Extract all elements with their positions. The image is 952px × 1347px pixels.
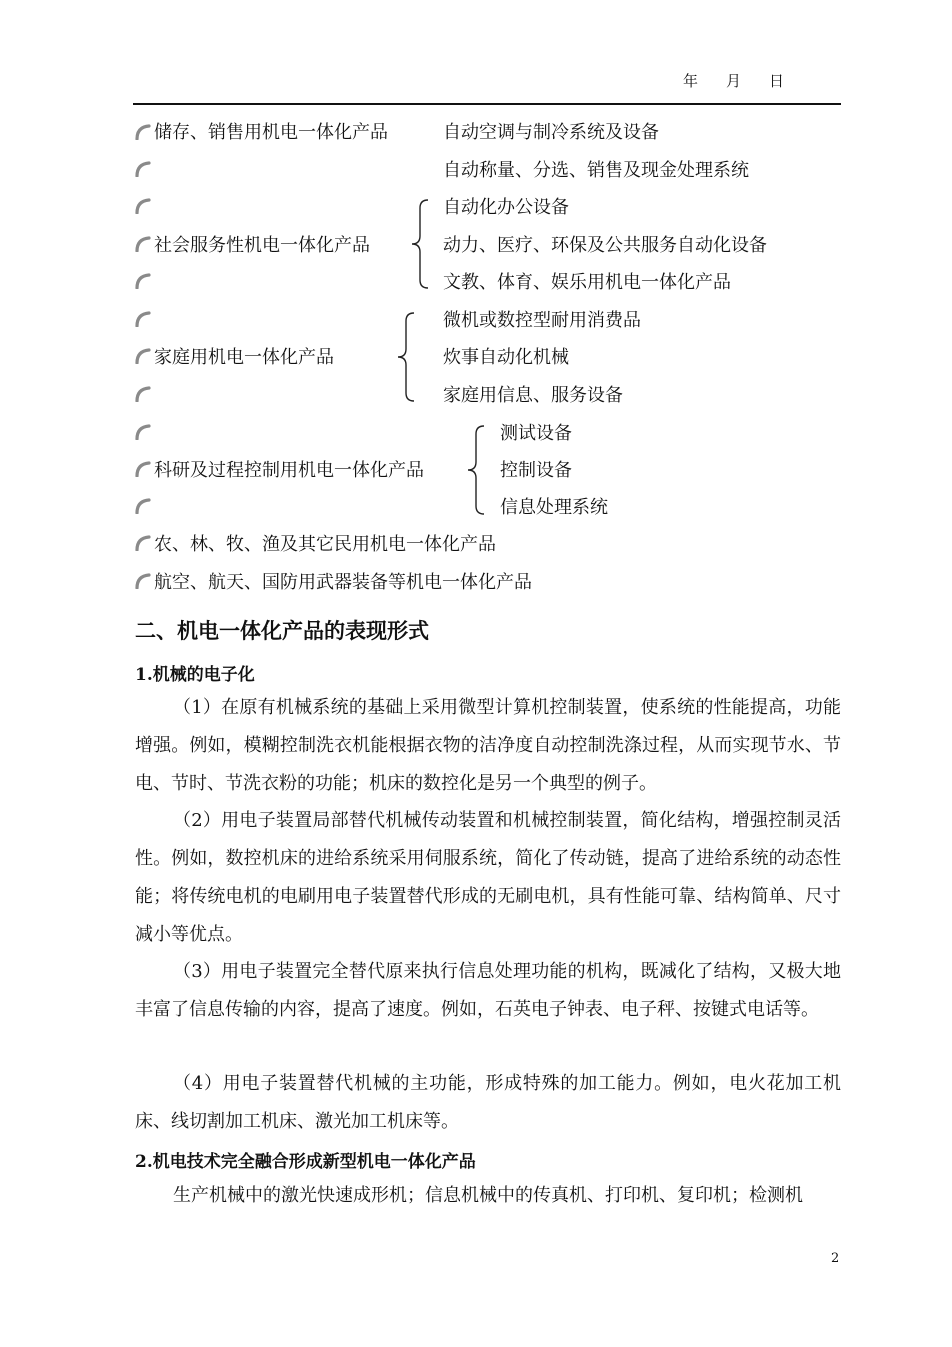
brace-icon: [464, 424, 490, 516]
tree-label-social: 社会服务性机电一体化产品: [154, 235, 370, 256]
section-title: 二、机电一体化产品的表现形式: [135, 618, 429, 643]
bullet-icon: [135, 498, 151, 514]
bullet-icon: [135, 424, 151, 440]
tree-item: 动力、医疗、环保及公共服务自动化设备: [443, 235, 767, 256]
tree-label-storage: 储存、销售用机电一体化产品: [154, 122, 388, 143]
header-rule: [133, 103, 841, 105]
tree-item: 微机或数控型耐用消费品: [443, 310, 641, 331]
tree-item: 自动称量、分选、销售及现金处理系统: [443, 160, 749, 181]
tree-item: 控制设备: [500, 460, 572, 481]
bullet-icon: [135, 386, 151, 402]
bullet-icon: [135, 161, 151, 177]
bullet-icon: [135, 348, 151, 364]
tree-item: 测试设备: [500, 423, 572, 444]
subsection-title: 1.机械的电子化: [135, 665, 255, 685]
header-year: 年: [683, 72, 701, 90]
tree-item: 炊事自动化机械: [443, 347, 569, 368]
tree-item: 家庭用信息、服务设备: [443, 385, 623, 406]
bullet-icon: [135, 236, 151, 252]
paragraph: （1）在原有机械系统的基础上采用微型计算机控制装置，使系统的性能提高，功能增强。例如，模糊控制洗衣机能根据衣物的洁净度自动控制洗涤过程，从而实现节水、节电、节时、节洗衣粉的功能；机床的数控化是另一个典型的例子。: [135, 697, 841, 794]
paragraph: （3）用电子装置完全替代原来执行信息处理功能的机构，既减化了结构，又极大地丰富了信息传输的内容，提高了速度。例如，石英电子钟表、电子秤、按键式电话等。: [135, 961, 841, 1020]
brace-icon: [408, 198, 434, 290]
bullet-icon: [135, 273, 151, 289]
tree-label-aero: 航空、航天、国防用武器装备等机电一体化产品: [154, 572, 532, 593]
tree-item: 文教、体育、娱乐用机电一体化产品: [443, 272, 731, 293]
header-date: [683, 70, 812, 91]
bullet-icon: [135, 198, 151, 214]
page-number: 2: [831, 1251, 840, 1266]
paragraph: 生产机械中的激光快速成形机；信息机械中的传真机、打印机、复印机；检测机: [173, 1185, 803, 1206]
bullet-icon: [135, 535, 151, 551]
header-month: 月: [726, 72, 744, 90]
tree-label-research: 科研及过程控制用机电一体化产品: [154, 460, 424, 481]
tree-label-home: 家庭用机电一体化产品: [154, 347, 334, 368]
bullet-icon: [135, 461, 151, 477]
bullet-icon: [135, 311, 151, 327]
header-day: 日: [769, 72, 787, 90]
tree-item: 信息处理系统: [500, 497, 608, 518]
tree-label-agri: 农、林、牧、渔及其它民用机电一体化产品: [154, 534, 496, 555]
bullet-icon: [135, 124, 151, 140]
bullet-icon: [135, 573, 151, 589]
brace-icon: [394, 311, 420, 403]
paragraph: （4）用电子装置替代机械的主功能，形成特殊的加工能力。例如，电火花加工机床、线切割加工机床、激光加工机床等。: [135, 1073, 841, 1132]
tree-item: 自动化办公设备: [443, 197, 569, 218]
tree-item: 自动空调与制冷系统及设备: [443, 122, 659, 143]
paragraph: （2）用电子装置局部替代机械传动装置和机械控制装置，简化结构，增强控制灵活性。例如，数控机床的进给系统采用伺服系统，简化了传动链，提高了进给系统的动态性能；将传统电机的电刷用电子装置替代形成的无刷电机，具有性能可靠、结构简单、尺寸减小等优点。: [135, 810, 841, 945]
subsection-title: 2.机电技术完全融合形成新型机电一体化产品: [135, 1152, 476, 1172]
